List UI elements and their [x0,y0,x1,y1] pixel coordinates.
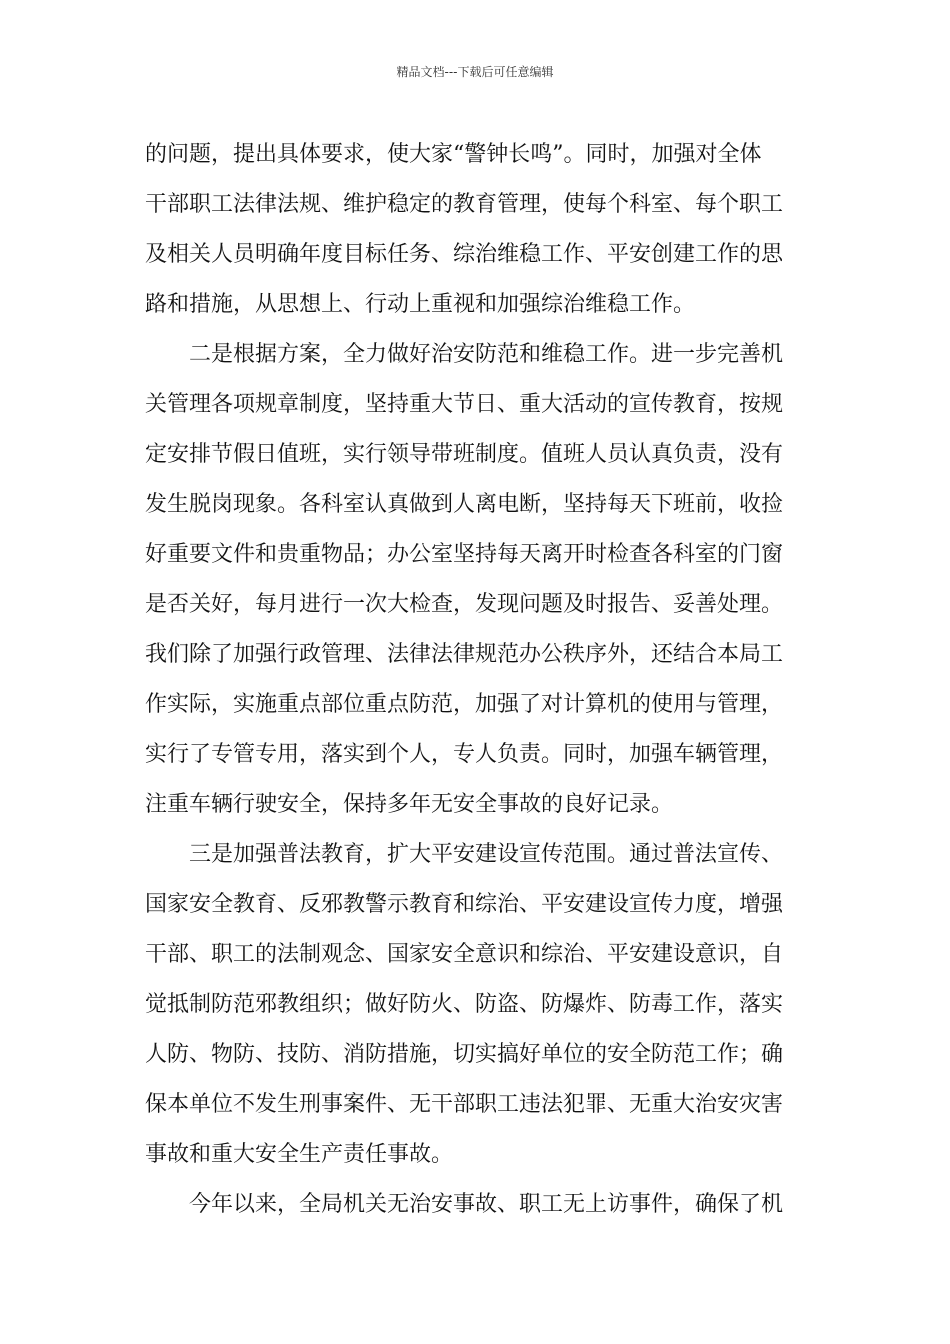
text-line: 是否关好，每月进行一次大检查，发现问题及时报告、妥善处理。 [145,592,784,617]
text-line: 实行了专管专用，落实到个人，专人负责。同时，加强车辆管理， [145,742,784,767]
paragraph-1 [145,130,807,330]
text-line: 我们除了加强行政管理、法律法律规范办公秩序外，还结合本局工 [145,642,784,667]
text-line: 发生脱岗现象。各科室认真做到人离电断，坚持每天下班前，收捡 [145,492,784,517]
text-line: 定安排节假日值班，实行领导带班制度。值班人员认真负责，没有 [145,442,784,467]
text-line: 保本单位不发生刑事案件、无干部职工违法犯罪、无重大治安灾害 [145,1092,784,1117]
text-line: 干部职工法律法规、维护稳定的教育管理，使每个科室、每个职工 [145,192,784,217]
page-header: 精品文档---下载后可任意编辑 [396,65,554,79]
text-line: 好重要文件和贵重物品；办公室坚持每天离开时检查各科室的门窗 [145,542,784,567]
text-line: 今年以来，全局机关无治安事故、职工无上访事件，确保了机 [189,1192,784,1217]
text-line: 及相关人员明确年度目标任务、综治维稳工作、平安创建工作的思 [145,242,784,267]
paragraph-4 [145,1180,807,1230]
text-line: 作实际，实施重点部位重点防范，加强了对计算机的使用与管理， [145,692,784,717]
text-line: 二是根据方案，全力做好治安防范和维稳工作。进一步完善机 [189,342,784,367]
text-line: 干部、职工的法制观念、国家安全意识和综治、平安建设意识，自 [145,942,784,967]
paragraph-2 [145,330,807,830]
text-line: 的问题，提出具体要求，使大家“警钟长鸣”。同时，加强对全体 [145,142,762,167]
text-line: 三是加强普法教育，扩大平安建设宣传范围。通过普法宣传、 [189,842,784,867]
text-line: 注重车辆行驶安全，保持多年无安全事故的良好记录。 [145,792,674,817]
text-line: 事故和重大安全生产责任事故。 [145,1142,454,1167]
text-line: 人防、物防、技防、消防措施，切实搞好单位的安全防范工作；确 [145,1042,784,1067]
paragraph-3 [145,830,807,1180]
document-body [145,130,807,1230]
text-line: 关管理各项规章制度，坚持重大节日、重大活动的宣传教育，按规 [145,392,784,417]
text-line: 国家安全教育、反邪教警示教育和综治、平安建设宣传力度，增强 [145,892,784,917]
text-line: 路和措施，从思想上、行动上重视和加强综治维稳工作。 [145,292,696,317]
text-line: 觉抵制防范邪教组织；做好防火、防盗、防爆炸、防毒工作，落实 [145,992,784,1017]
